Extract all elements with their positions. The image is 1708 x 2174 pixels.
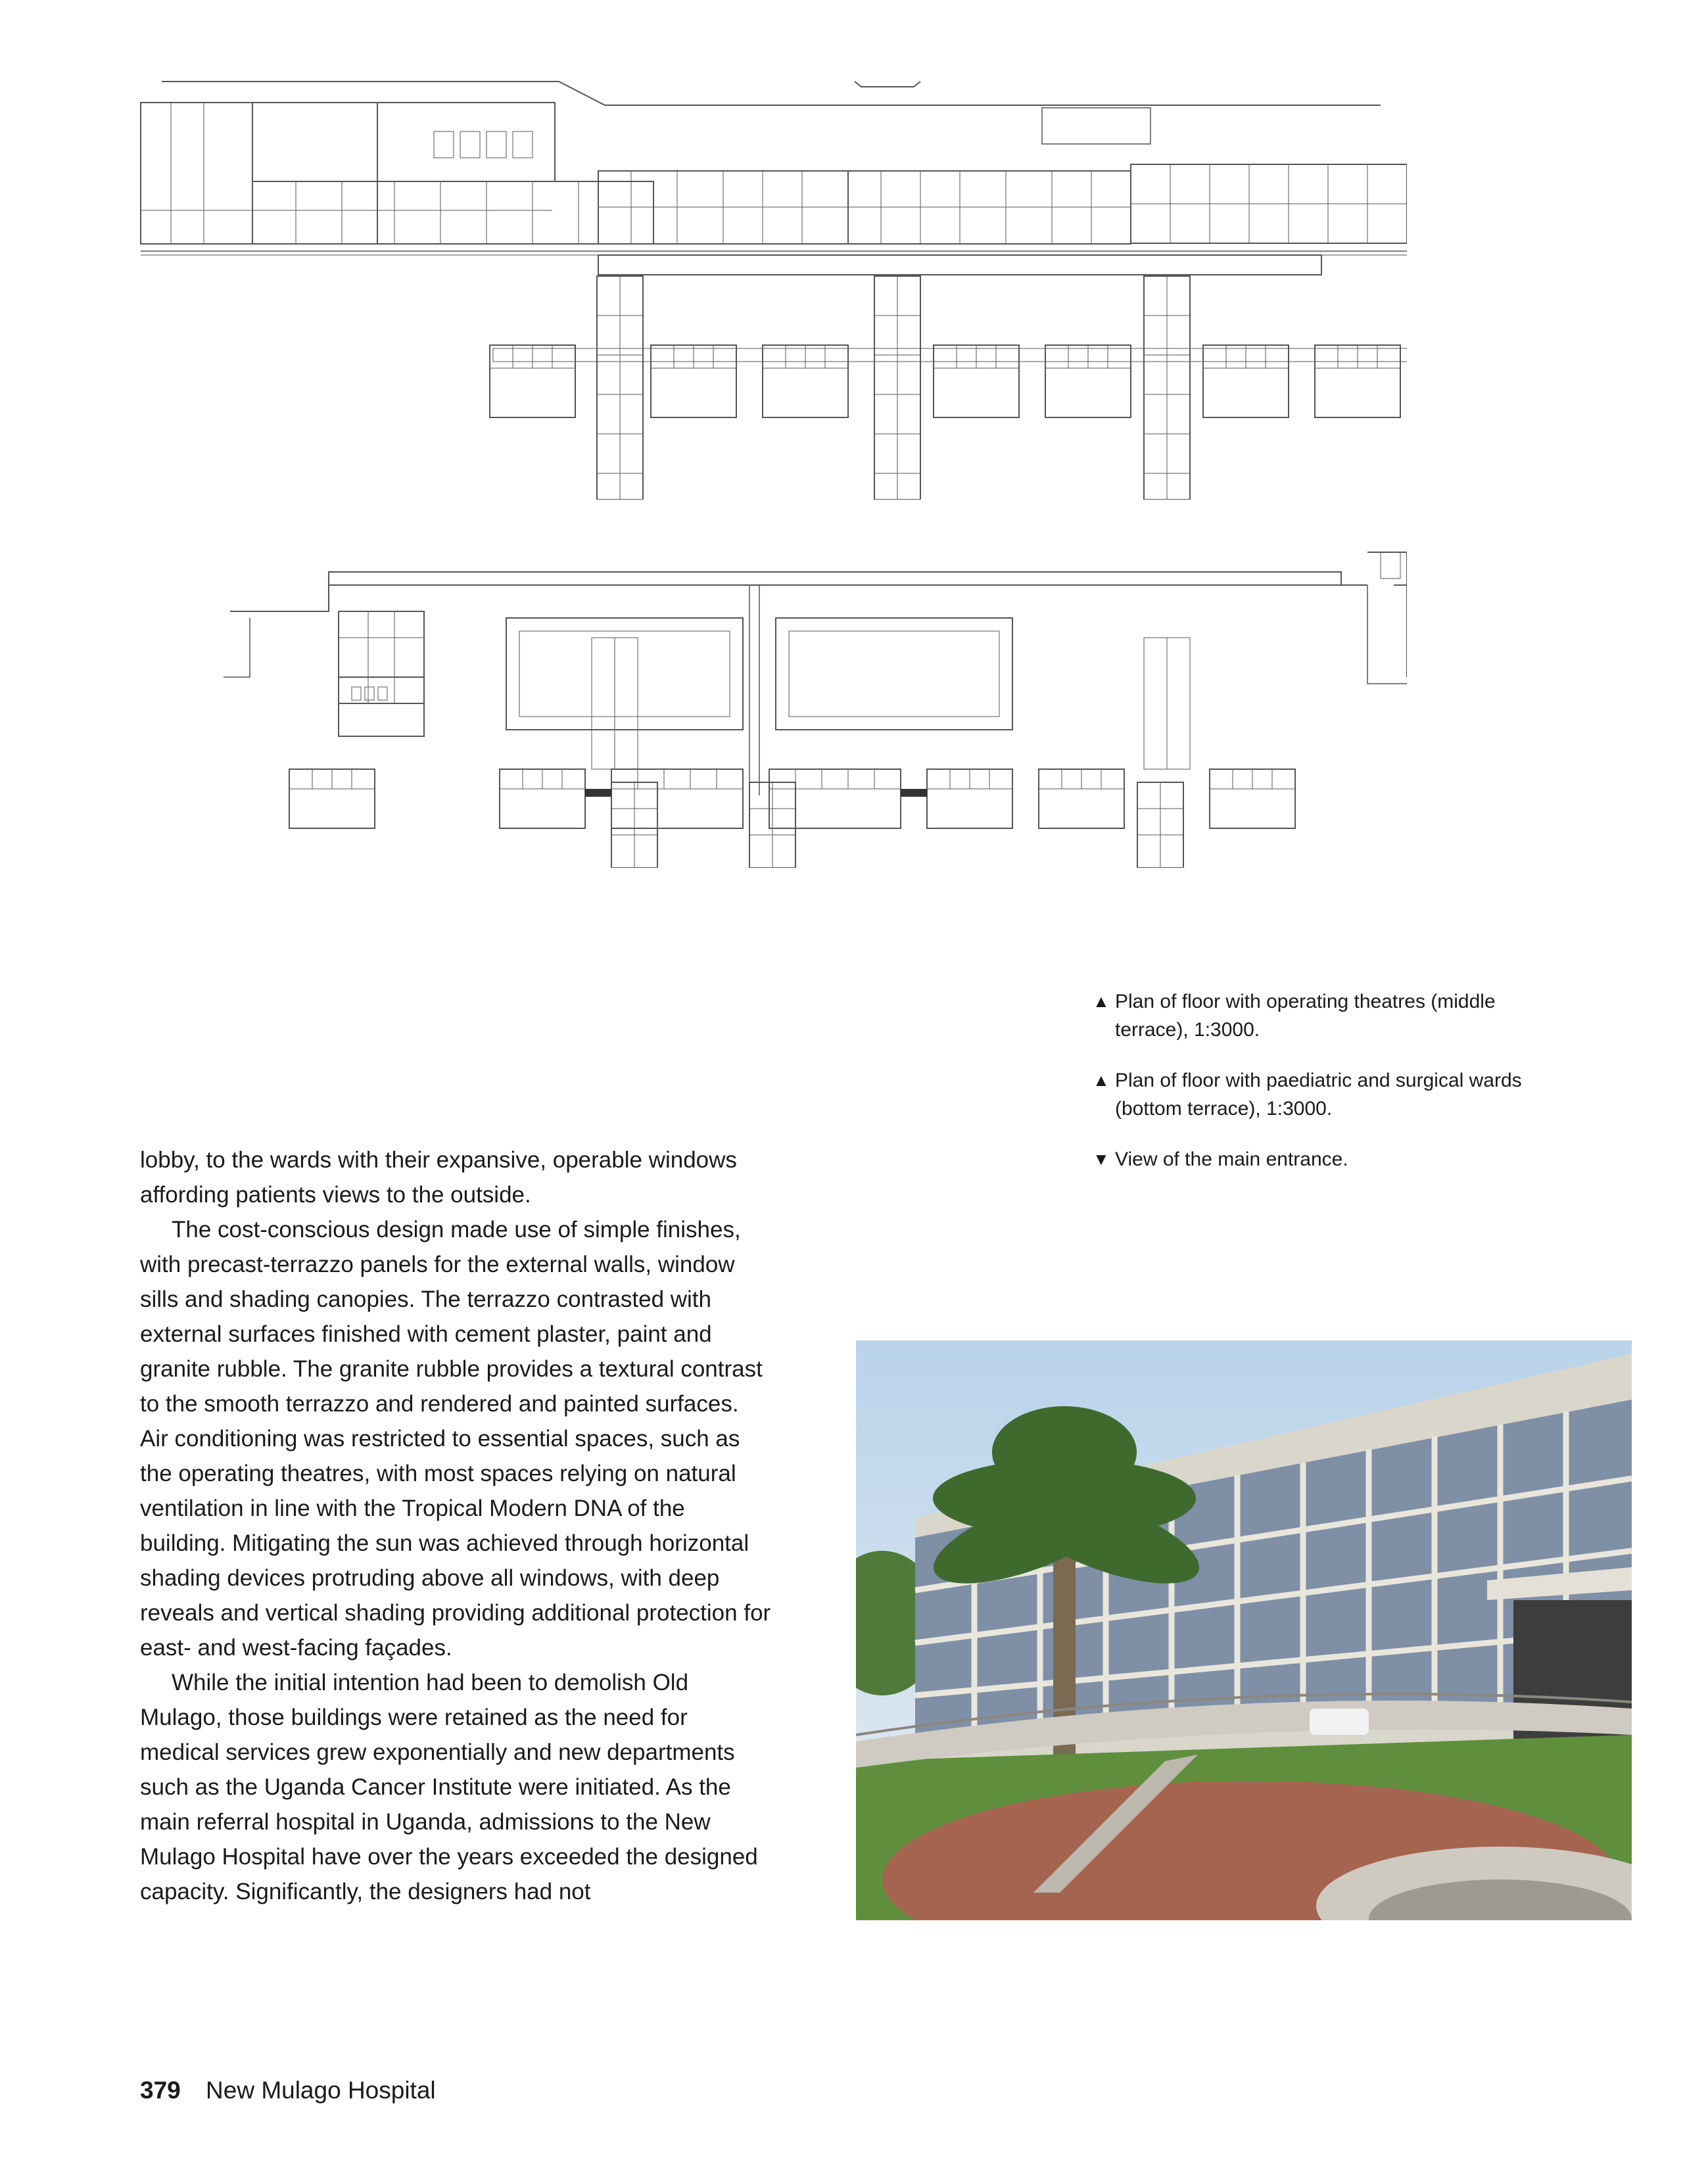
paragraph: While the initial intention had been to demolish Old Mulago, those buildings were retained as the need for medical services grew exponentially and new departments such as the Uganda Cancer Institute were initiated. As the main referral hospital in Uganda, admissions to the New Mulago Hospital have over the years exceeded the designed capacity. Significantly, the designers had not: [140, 1670, 758, 1904]
caption-bottom-terrace: [1093, 1066, 1566, 1123]
triangle-down-icon: ▼: [1093, 1149, 1110, 1169]
paragraph: The cost-conscious design made use of simple finishes, with precast-terrazzo panels for the external walls, window sills and shading canopies. The terrazzo contrasted with external surfaces finished with cement plaster, paint and granite rubble. The granite rubble provides a textural contrast to the smooth terrazzo and rendered and painted surfaces. Air conditioning was restricted to essential spaces, such as the operating theatres, with most spaces relying on natural ventilation in line with the Tropical Modern DNA of the building. Mitigating the sun was achieved through horizontal shading devices protruding above all windows, with deep reveals and vertical shading providing additional protection for east- and west-facing façades.: [140, 1217, 771, 1661]
paragraph: lobby, to the wards with their expansive, operable windows affording patients views to the outside.: [140, 1147, 737, 1208]
caption-text: Plan of floor with paediatric and surgical wards (bottom terrace), 1:3000.: [1115, 1070, 1522, 1120]
page-number: 379: [140, 2077, 181, 2104]
figure-captions: [1093, 987, 1566, 1196]
body-text: [140, 1143, 771, 1909]
caption-text: View of the main entrance.: [1115, 1148, 1348, 1170]
running-title: New Mulago Hospital: [206, 2077, 436, 2104]
floor-plan-middle-terrace: [131, 79, 1407, 500]
triangle-up-icon: ▲: [1093, 1070, 1110, 1090]
caption-main-entrance: [1093, 1145, 1566, 1173]
floor-plan-bottom-terrace: [224, 546, 1407, 868]
caption-text: Plan of floor with operating theatres (middle terrace), 1:3000.: [1115, 991, 1496, 1041]
main-entrance-photo: [856, 1340, 1632, 1920]
page-footer: [140, 2074, 436, 2107]
triangle-up-icon: ▲: [1093, 991, 1110, 1011]
caption-middle-terrace: [1093, 987, 1566, 1044]
